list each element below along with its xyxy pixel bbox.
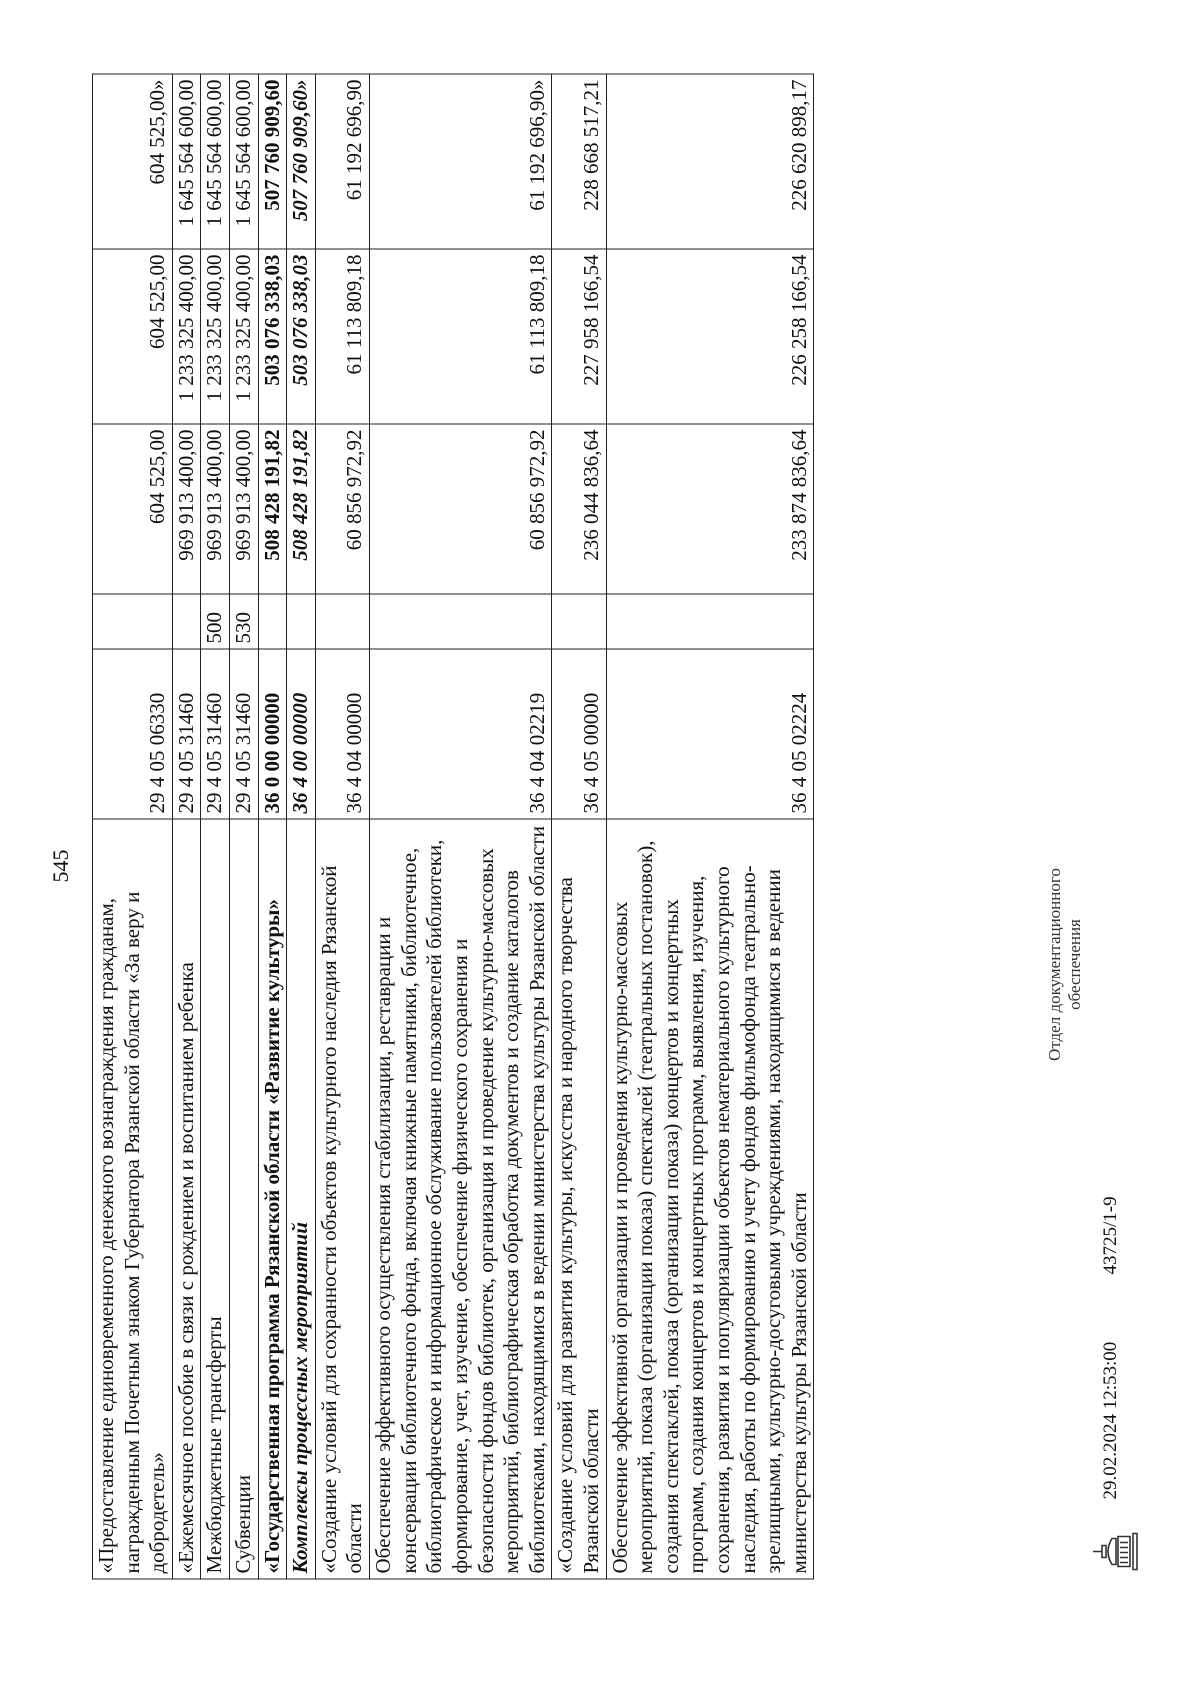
row-value-1: 60 856 972,92 bbox=[315, 424, 369, 594]
row-value-3: 1 645 564 600,00 bbox=[230, 74, 259, 249]
budget-table bbox=[92, 74, 814, 1580]
table-row bbox=[230, 74, 259, 1579]
row-vr bbox=[606, 594, 814, 649]
row-code: 29 4 05 31460 bbox=[172, 649, 201, 819]
table-row bbox=[93, 74, 173, 1579]
row-name: «Государственная программа Рязанской области «Развитие культуры» bbox=[258, 819, 287, 1579]
row-vr bbox=[258, 594, 287, 649]
row-code: 36 4 04 02219 bbox=[370, 649, 552, 819]
row-code: 36 4 05 00000 bbox=[552, 649, 606, 819]
row-value-1: 236 044 836,64 bbox=[552, 424, 606, 594]
row-value-3: 507 760 909,60» bbox=[287, 74, 316, 249]
row-code: 29 4 05 06330 bbox=[93, 649, 173, 819]
row-name: Комплексы процессных мероприятий bbox=[287, 819, 316, 1579]
row-code: 36 4 05 02224 bbox=[606, 649, 814, 819]
table-row bbox=[287, 74, 316, 1579]
row-name: «Создание условий для сохранности объектов культурного наследия Рязанской области bbox=[315, 819, 369, 1579]
row-value-2: 1 233 325 400,00 bbox=[172, 249, 201, 424]
row-value-3: 604 525,00» bbox=[93, 74, 173, 249]
row-name: Межбюджетные трансферты bbox=[201, 819, 230, 1579]
row-name: «Ежемесячное пособие в связи с рождением и воспитанием ребенка bbox=[172, 819, 201, 1579]
row-value-1: 604 525,00 bbox=[93, 424, 173, 594]
row-value-1: 969 913 400,00 bbox=[172, 424, 201, 594]
row-vr: 530 bbox=[230, 594, 259, 649]
row-code: 29 4 05 31460 bbox=[230, 649, 259, 819]
row-value-3: 226 620 898,17 bbox=[606, 74, 814, 249]
row-vr bbox=[172, 594, 201, 649]
row-name: «Создание условий для развития культуры, искусства и народного творчества Рязанской области bbox=[552, 819, 606, 1579]
row-value-2: 604 525,00 bbox=[93, 249, 173, 424]
row-value-3: 507 760 909,60 bbox=[258, 74, 287, 249]
table-row bbox=[370, 74, 552, 1579]
row-code: 36 4 00 00000 bbox=[287, 649, 316, 819]
row-vr bbox=[552, 594, 606, 649]
row-value-2: 1 233 325 400,00 bbox=[230, 249, 259, 424]
row-vr bbox=[287, 594, 316, 649]
row-name: Обеспечение эффективного осуществления стабилизации, реставрации и консервации библиотечного фонда, включая книжные памятники, библиотечное, библиографическое и информационное обслуживание пользователей библиотеки, формирование, учет, изучение, обеспечение физического сохранения и безопасности фондов библиотек, организация и проведение культурно-массовых мероприятий, библиографическая обработка документов и создание каталогов библиотеками, находящимися в ведении министерства культуры Рязанской области bbox=[370, 819, 552, 1579]
row-value-1: 508 428 191,82 bbox=[258, 424, 287, 594]
row-value-3: 228 668 517,21 bbox=[552, 74, 606, 249]
table-row bbox=[552, 74, 606, 1579]
row-value-2: 61 113 809,18 bbox=[315, 249, 369, 424]
stamp-date: 29.02.2024 12:53:00 bbox=[1100, 1341, 1121, 1500]
row-value-3: 1 645 564 600,00 bbox=[201, 74, 230, 249]
row-value-2: 227 958 166,54 bbox=[552, 249, 606, 424]
row-value-2: 61 113 809,18 bbox=[370, 249, 552, 424]
stamp-doc-id: 43725/1-9 bbox=[1100, 1196, 1121, 1275]
row-value-2: 1 233 325 400,00 bbox=[201, 249, 230, 424]
row-vr bbox=[93, 594, 173, 649]
row-value-1: 233 874 836,64 bbox=[606, 424, 814, 594]
row-value-1: 60 856 972,92 bbox=[370, 424, 552, 594]
row-name: Обеспечение эффективной организации и проведения культурно-массовых мероприятий, показа (организации показа) спектаклей (театральных постановок), создания спектаклей, показа (организации показа) концертов и концертных программ, создания концертов и концертных программ, выявления, изучения, сохранения, развития и популяризации объектов нематериального культурного наследия, работы по формированию и учету фондов фильмофонда театрально-зрелищными, культурно-досуговыми учреждениями, находящимися в ведении министерства культуры Рязанской области bbox=[606, 819, 814, 1579]
row-value-1: 969 913 400,00 bbox=[230, 424, 259, 594]
table-row bbox=[172, 74, 201, 1579]
row-name: Субвенции bbox=[230, 819, 259, 1579]
row-value-2: 503 076 338,03 bbox=[258, 249, 287, 424]
row-code: 29 4 05 31460 bbox=[201, 649, 230, 819]
row-code: 36 0 00 00000 bbox=[258, 649, 287, 819]
page-number: 545 bbox=[48, 849, 73, 883]
row-code: 36 4 04 00000 bbox=[315, 649, 369, 819]
row-value-3: 1 645 564 600,00 bbox=[172, 74, 201, 249]
row-vr bbox=[370, 594, 552, 649]
table-row bbox=[315, 74, 369, 1579]
row-value-3: 61 192 696,90 bbox=[315, 74, 369, 249]
table-row bbox=[606, 74, 814, 1579]
row-value-1: 508 428 191,82 bbox=[287, 424, 316, 594]
table-row bbox=[258, 74, 287, 1579]
duma-emblem-icon bbox=[1090, 1529, 1142, 1575]
table-row bbox=[201, 74, 230, 1579]
row-vr bbox=[315, 594, 369, 649]
row-name: «Предоставление единовременного денежного вознаграждения гражданам, награжденным Почетным знаком Губернатора Рязанской области «За веру и добродетель» bbox=[93, 819, 173, 1579]
row-value-2: 503 076 338,03 bbox=[287, 249, 316, 424]
department-stamp: Отдел документационного обеспечения bbox=[1045, 868, 1084, 1061]
row-value-1: 969 913 400,00 bbox=[201, 424, 230, 594]
row-value-3: 61 192 696,90» bbox=[370, 74, 552, 249]
row-value-2: 226 258 166,54 bbox=[606, 249, 814, 424]
row-vr: 500 bbox=[201, 594, 230, 649]
